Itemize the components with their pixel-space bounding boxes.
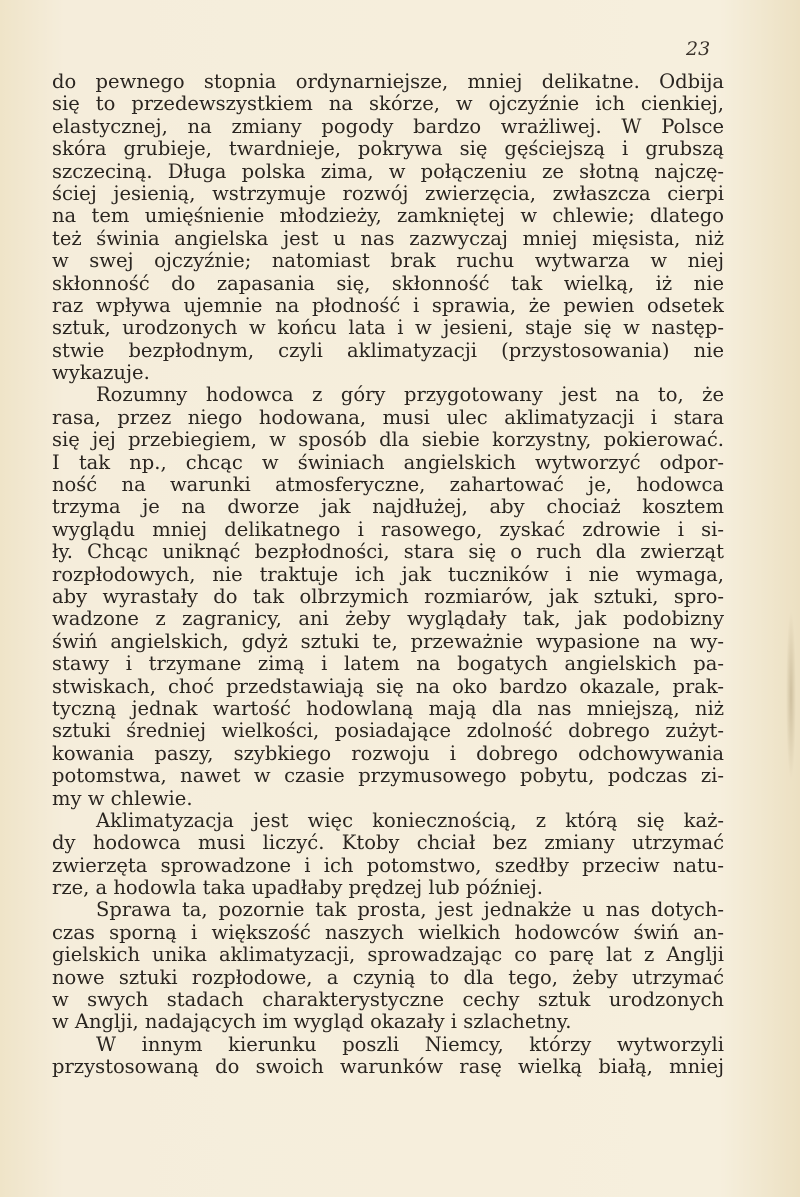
text-line: aby wyrastały do tak olbrzymich rozmiarów, jak sztuki, spro- (52, 585, 724, 608)
text-line: rozpłodowych, nie traktuje ich jak tuczników i nie wymaga, (52, 563, 724, 586)
text-line: świń angielskich, gdyż sztuki te, przeważnie wypasione na wy- (52, 630, 724, 653)
text-line: potomstwa, nawet w czasie przymusowego pobytu, podczas zi- (52, 765, 724, 788)
text-line: Aklimatyzacja jest więc koniecznością, z którą się każ- (96, 809, 724, 832)
text-line: stwiskach, choć przedstawiają się na oko bardzo okazale, prak- (52, 675, 724, 698)
text-line: Rozumny hodowca z góry przygotowany jest na to, że (96, 384, 724, 407)
text-line: raz wpływa ujemnie na płodność i sprawia, że pewien odsetek (52, 294, 724, 317)
text-line: szczeciną. Długa polska zima, w połączeniu ze słotną najczę- (52, 160, 724, 183)
paper-stain (786, 610, 796, 780)
text-line: w swych stadach charakterystyczne cechy sztuk urodzonych (52, 989, 724, 1012)
text-line: sztuk, urodzonych w końcu lata i w jesieni, staje się w następ- (52, 317, 724, 340)
text-line: sztuki średniej wielkości, posiadające zdolność dobrego zużyt- (52, 720, 724, 743)
text-line: rze, a hodowla taka upadłaby prędzej lub później. (52, 877, 543, 900)
text-line: w Anglji, nadających im wygląd okazały i szlachetny. (52, 1011, 572, 1034)
text-line: tyczną jednak wartość hodowlaną mają dla nas mniejszą, niż (52, 697, 724, 720)
text-line: gielskich unika aklimatyzacji, sprowadzając co parę lat z Anglji (52, 944, 724, 967)
text-line: ściej jesienią, wstrzymuje rozwój zwierzęcia, zwłaszcza cierpi (52, 182, 724, 205)
text-line: wyglądu mniej delikatnego i rasowego, zyskać zdrowie i si- (52, 518, 724, 541)
text-line: się jej przebiegiem, w sposób dla siebie korzystny, pokierować. (52, 429, 724, 452)
text-line: rasa, przez niego hodowana, musi ulec aklimatyzacji i stara (52, 406, 724, 429)
text-line: na tem umięśnienie młodzieży, zamkniętej w chlewie; dlatego (52, 205, 724, 228)
text-line: wykazuje. (52, 362, 150, 385)
text-line: dy hodowca musi liczyć. Ktoby chciał bez zmiany utrzymać (52, 832, 724, 855)
page-number: 23 (686, 38, 711, 60)
text-line: się to przedewszystkiem na skórze, w ojczyźnie ich cienkiej, (52, 93, 724, 116)
text-line: my w chlewie. (52, 787, 193, 810)
text-line: nowe sztuki rozpłodowe, a czynią to dla tego, żeby utrzymać (52, 966, 724, 989)
text-line: ność na warunki atmosferyczne, zahartować je, hodowca (52, 474, 724, 497)
text-line: I tak np., chcąc w świniach angielskich wytworzyć odpor- (52, 451, 724, 474)
text-line: czas sporną i większość naszych wielkich hodowców świń an- (52, 921, 724, 944)
text-line: skóra grubieje, twardnieje, pokrywa się gęściejszą i grubszą (52, 138, 724, 161)
text-line: też świnia angielska jest u nas zazwyczaj mniej mięsista, niż (52, 227, 724, 250)
text-line: stawy i trzymane zimą i latem na bogatych angielskich pa- (52, 653, 724, 676)
text-line: W innym kierunku poszli Niemcy, którzy wytworzyli (96, 1033, 724, 1056)
text-line: Sprawa ta, pozornie tak prosta, jest jednakże u nas dotych- (96, 899, 724, 922)
body-text (52, 71, 724, 1079)
text-line: skłonność do zapasania się, skłonność tak wielką, iż nie (52, 272, 724, 295)
text-line: elastycznej, na zmiany pogody bardzo wrażliwej. W Polsce (52, 115, 724, 138)
text-line: trzyma je na dworze jak najdłużej, aby chociaż kosztem (52, 496, 724, 519)
text-line: do pewnego stopnia ordynarniejsze, mniej delikatne. Odbija (52, 71, 724, 93)
text-line: w swej ojczyźnie; natomiast brak ruchu wytwarza w niej (52, 250, 724, 273)
text-line: wadzone z zagranicy, ani żeby wyglądały tak, jak podobizny (52, 608, 724, 631)
text-line: kowania paszy, szybkiego rozwoju i dobrego odchowywania (52, 742, 724, 765)
text-line: przystosowaną do swoich warunków rasę wielką białą, mniej (52, 1056, 724, 1079)
text-line: zwierzęta sprowadzone i ich potomstwo, szedłby przeciw natu- (52, 854, 724, 877)
text-line: ły. Chcąc uniknąć bezpłodności, stara się o ruch dla zwierząt (52, 541, 724, 564)
text-line: stwie bezpłodnym, czyli aklimatyzacji (przystosowania) nie (52, 339, 724, 362)
